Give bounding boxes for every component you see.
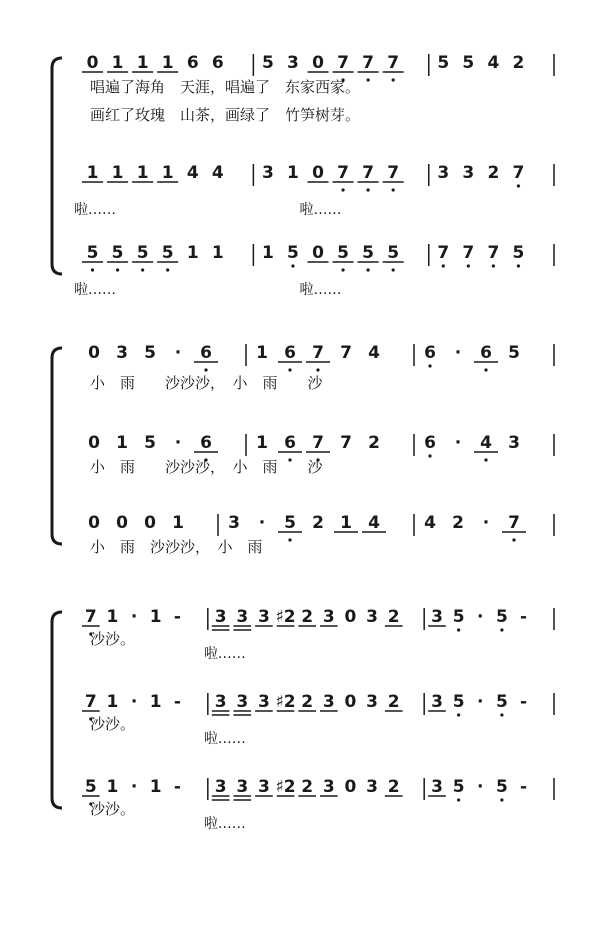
octave-dot [392, 78, 395, 81]
lyric-line: 沙沙。 [90, 630, 136, 648]
note-digit: · [174, 343, 182, 363]
note-digit: 1 [111, 53, 124, 73]
octave-dot [116, 268, 119, 271]
note-digit: 3 [431, 607, 443, 627]
note-digit: 7 [512, 163, 525, 183]
note-digit: ♯2 [275, 607, 296, 627]
octave-dot [367, 78, 370, 81]
note-digit: 3 [116, 343, 128, 363]
octave-dot [341, 268, 344, 271]
note-digit: 3 [437, 163, 450, 183]
octave-dot [457, 798, 460, 801]
note-digit: 5 [495, 777, 508, 797]
note-digit: 3 [236, 692, 249, 712]
octave-dot [428, 454, 431, 457]
note-digit: 7 [312, 433, 324, 453]
octave-dot [316, 368, 319, 371]
octave-dot [392, 268, 395, 271]
note-digit: 3 [366, 777, 379, 797]
note-digit: · [477, 692, 484, 712]
system-brace [52, 58, 62, 274]
octave-dot [467, 264, 470, 267]
octave-dot [288, 368, 291, 371]
note-digit: 3 [508, 433, 520, 453]
note-digit: 7 [462, 243, 475, 263]
note-digit: - [173, 607, 181, 627]
note-digit: 7 [387, 163, 400, 183]
note-digit: 3 [257, 607, 270, 627]
note-digit: 2 [487, 163, 500, 183]
note-digit: 3 [322, 777, 335, 797]
lyric-line: 唱遍了海角 天涯，唱遍了 东家西家。 [90, 78, 361, 96]
note-digit: 7 [387, 53, 400, 73]
note-digit: 5 [452, 777, 465, 797]
note-digit: 5 [261, 53, 274, 73]
note-digit: 7 [337, 163, 349, 183]
note-digit: 1 [106, 692, 119, 712]
note-digit: 2 [301, 607, 314, 627]
vocal-syllable: 啦…… [74, 282, 116, 298]
note-digit: 0 [144, 513, 156, 533]
note-digit: 1 [287, 163, 299, 183]
note-digit: - [520, 777, 528, 797]
octave-dot [392, 188, 395, 191]
note-digit: 3 [287, 53, 299, 73]
note-digit: 2 [368, 433, 380, 453]
note-digit: · [482, 513, 490, 533]
note-digit: 3 [236, 607, 249, 627]
note-digit: 0 [116, 513, 128, 533]
note-digit: 4 [368, 513, 380, 533]
note-digit: 1 [211, 243, 224, 263]
note-digit: · [454, 433, 462, 453]
vocal-syllable: 啦…… [203, 646, 246, 662]
vocal-syllable: 啦…… [299, 202, 342, 218]
note-digit: 0 [344, 777, 357, 797]
octave-dot [457, 628, 460, 631]
note-digit: 0 [88, 513, 100, 533]
note-digit: 6 [424, 343, 436, 363]
note-digit: 3 [214, 692, 227, 712]
note-digit: · [258, 513, 266, 533]
note-digit: 1 [261, 243, 274, 263]
note-digit: 6 [200, 433, 212, 453]
octave-dot [141, 268, 144, 271]
note-digit: 7 [487, 243, 500, 263]
note-digit: 7 [340, 343, 352, 363]
note-digit: 6 [200, 343, 212, 363]
note-digit: 5 [86, 243, 99, 263]
note-digit: 4 [368, 343, 380, 363]
octave-dot [500, 798, 503, 801]
note-digit: 3 [228, 513, 240, 533]
note-digit: - [520, 607, 528, 627]
lyric-line: 小 雨 沙沙沙， 小 雨 沙 [90, 374, 323, 392]
note-digit: 6 [211, 53, 224, 73]
note-digit: - [520, 692, 528, 712]
lyric-line: 小 雨 沙沙沙， 小 雨 [90, 538, 263, 556]
note-digit: · [477, 777, 484, 797]
note-digit: · [477, 607, 484, 627]
note-digit: 1 [161, 163, 174, 183]
note-digit: 5 [161, 243, 174, 263]
note-digit: 2 [301, 777, 314, 797]
lyric-line: 沙沙。 [90, 715, 136, 733]
note-digit: 7 [508, 513, 520, 533]
note-digit: 1 [172, 513, 184, 533]
note-digit: 1 [256, 343, 268, 363]
note-digit: - [173, 692, 181, 712]
note-digit: · [130, 607, 138, 627]
lyric-line: 画红了玫瑰 山茶，画绿了 竹笋树芽。 [90, 106, 361, 124]
note-digit: 5 [508, 343, 520, 363]
note-digit: 1 [149, 607, 162, 627]
note-digit: · [454, 343, 462, 363]
note-digit: 5 [337, 243, 349, 263]
note-digit: 6 [284, 343, 296, 363]
note-digit: 5 [84, 777, 97, 797]
note-digit: 2 [312, 513, 324, 533]
note-digit: - [173, 777, 181, 797]
octave-dot [166, 268, 169, 271]
note-digit: 1 [86, 163, 99, 183]
note-digit: 0 [344, 692, 357, 712]
note-digit: ♯2 [275, 692, 296, 712]
vocal-syllable: 啦…… [203, 731, 246, 747]
note-digit: 3 [257, 777, 270, 797]
octave-dot [442, 264, 445, 267]
system-brace [52, 348, 62, 544]
note-digit: 0 [86, 53, 99, 73]
note-digit: 1 [111, 163, 124, 183]
note-digit: · [174, 433, 182, 453]
note-digit: 3 [214, 607, 227, 627]
note-digit: 7 [340, 433, 352, 453]
octave-dot [291, 264, 294, 267]
note-digit: 7 [84, 607, 97, 627]
note-digit: 1 [136, 53, 149, 73]
note-digit: 5 [495, 692, 508, 712]
note-digit: 1 [106, 607, 119, 627]
note-digit: 0 [312, 243, 324, 263]
octave-dot [492, 264, 495, 267]
note-digit: 2 [301, 692, 314, 712]
note-digit: 3 [236, 777, 249, 797]
note-digit: 2 [452, 513, 464, 533]
note-digit: 7 [437, 243, 450, 263]
note-digit: 4 [211, 163, 224, 183]
note-digit: 5 [495, 607, 508, 627]
octave-dot [341, 188, 344, 191]
note-digit: 3 [462, 163, 475, 183]
octave-dot [367, 268, 370, 271]
note-digit: ♯2 [275, 777, 296, 797]
octave-dot [500, 628, 503, 631]
note-digit: 5 [452, 692, 465, 712]
note-digit: 3 [322, 607, 335, 627]
note-digit: 5 [111, 243, 124, 263]
note-digit: 5 [284, 513, 296, 533]
note-digit: 7 [337, 53, 349, 73]
note-digit: 5 [362, 243, 375, 263]
octave-dot [517, 184, 520, 187]
note-digit: 2 [387, 777, 400, 797]
vocal-syllable: 啦…… [74, 202, 116, 218]
note-digit: 4 [487, 53, 500, 73]
note-digit: 5 [387, 243, 400, 263]
note-digit: 4 [480, 433, 492, 453]
octave-dot [484, 458, 487, 461]
note-digit: 5 [512, 243, 525, 263]
note-digit: 1 [256, 433, 268, 453]
note-digit: 7 [84, 692, 97, 712]
note-digit: · [130, 692, 138, 712]
note-digit: 1 [340, 513, 352, 533]
note-digit: 3 [366, 692, 379, 712]
note-digit: 5 [136, 243, 149, 263]
note-digit: 5 [462, 53, 475, 73]
note-digit: 3 [431, 777, 443, 797]
note-digit: 3 [431, 692, 443, 712]
note-digit: 3 [257, 692, 270, 712]
note-digit: 7 [362, 163, 375, 183]
note-digit: 0 [312, 53, 324, 73]
note-digit: · [130, 777, 138, 797]
octave-dot [288, 538, 291, 541]
note-digit: 0 [88, 433, 100, 453]
note-digit: 5 [144, 343, 156, 363]
note-digit: 0 [344, 607, 357, 627]
vocal-syllable: 啦…… [299, 282, 342, 298]
note-digit: 4 [186, 163, 199, 183]
note-digit: 2 [512, 53, 525, 73]
note-digit: 6 [186, 53, 199, 73]
octave-dot [428, 364, 431, 367]
octave-dot [484, 368, 487, 371]
note-digit: 3 [214, 777, 227, 797]
note-digit: 6 [480, 343, 492, 363]
note-digit: 0 [88, 343, 100, 363]
octave-dot [367, 188, 370, 191]
note-digit: 1 [149, 777, 162, 797]
note-digit: 1 [161, 53, 174, 73]
note-digit: 7 [312, 343, 324, 363]
octave-dot [457, 713, 460, 716]
note-digit: 1 [149, 692, 162, 712]
note-digit: 5 [452, 607, 465, 627]
note-digit: 7 [362, 53, 375, 73]
note-digit: 2 [387, 607, 400, 627]
octave-dot [500, 713, 503, 716]
note-digit: 6 [424, 433, 436, 453]
system-brace [52, 612, 62, 808]
note-digit: 6 [284, 433, 296, 453]
octave-dot [91, 268, 94, 271]
note-digit: 1 [186, 243, 199, 263]
note-digit: 5 [437, 53, 450, 73]
octave-dot [512, 538, 515, 541]
note-digit: 1 [106, 777, 119, 797]
note-digit: 4 [424, 513, 436, 533]
note-digit: 5 [287, 243, 299, 263]
note-digit: 3 [366, 607, 379, 627]
note-digit: 2 [387, 692, 400, 712]
note-digit: 0 [312, 163, 324, 183]
octave-dot [517, 264, 520, 267]
note-digit: 3 [261, 163, 274, 183]
octave-dot [204, 368, 207, 371]
note-digit: 3 [322, 692, 335, 712]
note-digit: 1 [116, 433, 128, 453]
vocal-syllable: 啦…… [203, 816, 246, 832]
note-digit: 5 [144, 433, 156, 453]
note-digit: 1 [136, 163, 149, 183]
lyric-line: 沙沙。 [90, 800, 136, 818]
lyric-line: 小 雨 沙沙沙， 小 雨 沙 [90, 458, 323, 476]
